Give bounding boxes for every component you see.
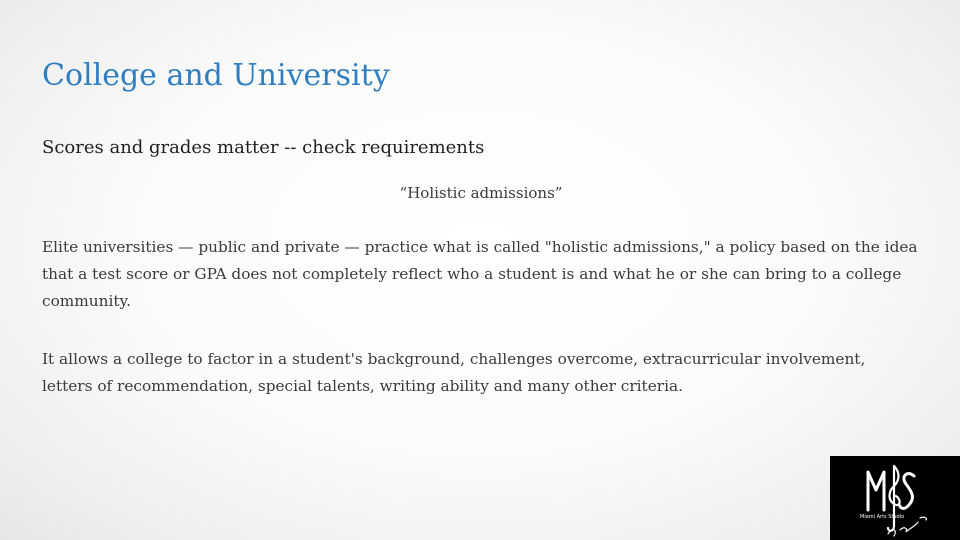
- miami-arts-studio-logo: [830, 456, 960, 540]
- slide-title: College and University: [42, 58, 390, 93]
- subheading: Scores and grades matter -- check requirements: [42, 137, 485, 158]
- quote-heading: “Holistic admissions”: [399, 184, 563, 202]
- logo-letter-m: [868, 472, 884, 510]
- paragraph-holistic-admissions: Elite universities — public and private — practice what is called "holistic admissions," a policy based on the idea that a test score or GPA does not completely reflect who a student is and what he or she can bring to a college community.: [42, 238, 918, 310]
- slide-body: [42, 134, 920, 395]
- logo-letter-s: [900, 474, 914, 509]
- logo-clef-icon: [888, 466, 900, 531]
- logo-caption: Miami Arts Studio: [860, 514, 905, 520]
- logo-graphic: [830, 456, 960, 540]
- paragraph-factors: It allows a college to factor in a student's background, challenges overcome, extracurricular involvement, letters of recommendation, special talents, writing ability and many other criteria.: [42, 350, 866, 395]
